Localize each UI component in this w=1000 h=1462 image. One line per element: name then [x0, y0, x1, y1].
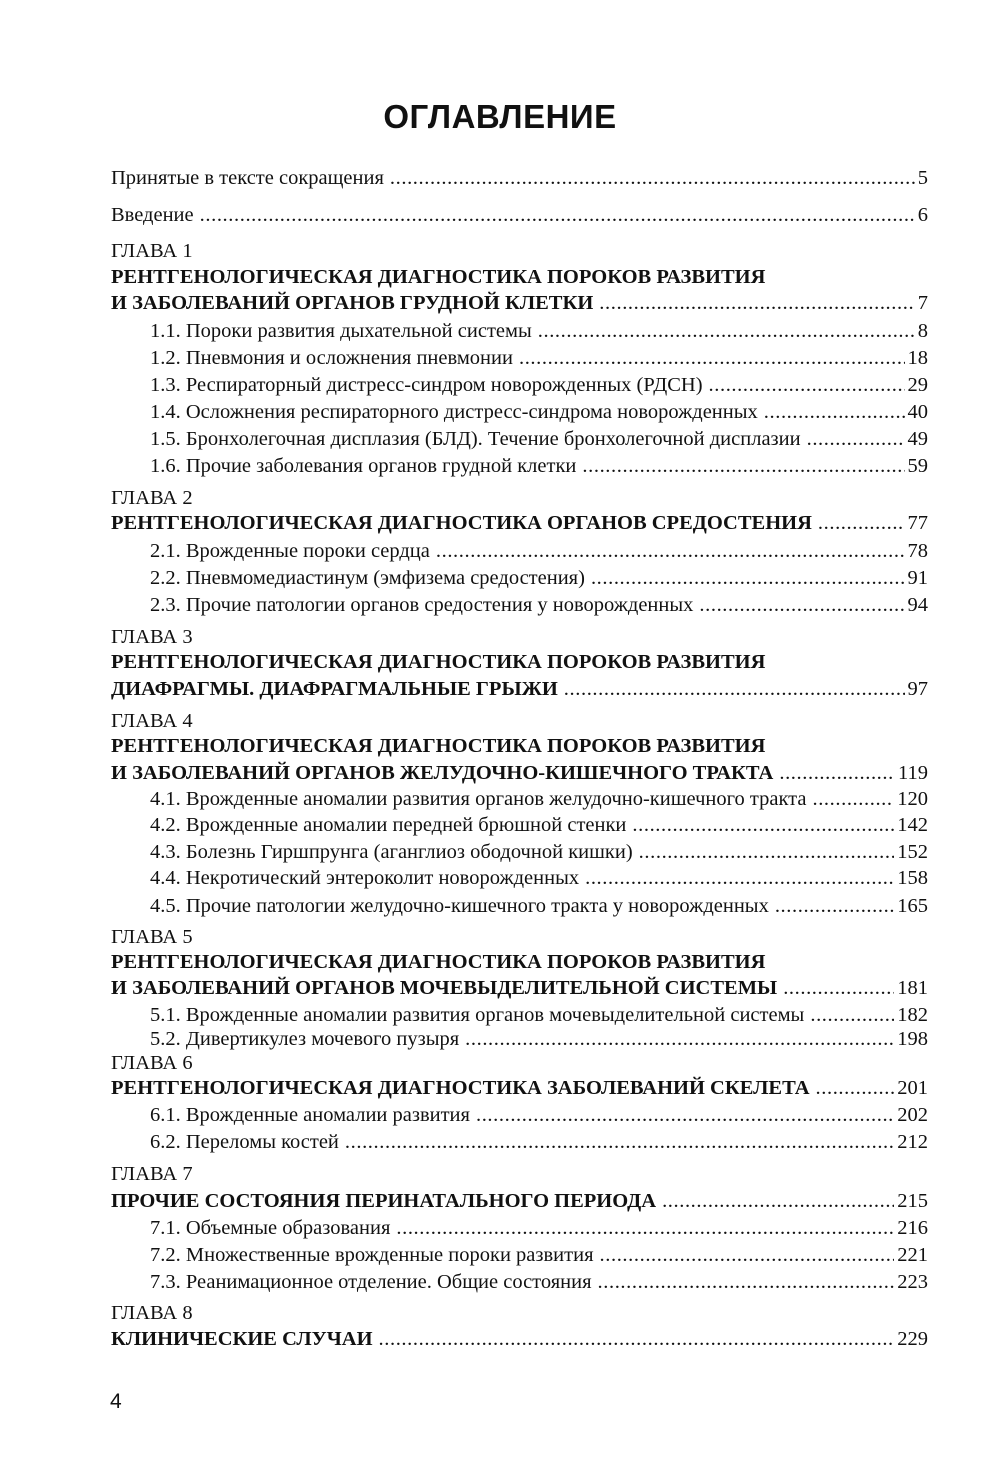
- dot-leader: [632, 812, 894, 838]
- chapter-label: ГЛАВА 6: [111, 1052, 193, 1074]
- toc-page-number: 40: [907, 401, 928, 423]
- dot-leader: [818, 510, 905, 536]
- toc-entry-text: 6.1. Врожденные аномалии развития: [150, 1104, 470, 1126]
- toc-entry-front[interactable]: [111, 202, 928, 228]
- dot-leader: [476, 1102, 894, 1128]
- chapter-label: ГЛАВА 1: [111, 240, 193, 262]
- section-entry[interactable]: [150, 1129, 928, 1155]
- toc-page-number: 229: [897, 1328, 928, 1350]
- section-entry[interactable]: [150, 372, 928, 398]
- section-entry[interactable]: [150, 565, 928, 591]
- dot-leader: [600, 1242, 895, 1268]
- toc-entry-text: Принятые в тексте сокращения: [111, 167, 384, 189]
- dot-leader: [775, 893, 894, 919]
- chapter-label: ГЛАВА 3: [111, 626, 193, 648]
- section-entry[interactable]: [150, 1026, 928, 1052]
- chapter-heading-entry[interactable]: [111, 760, 928, 786]
- toc-entry-text: Введение: [111, 204, 194, 226]
- chapter-heading-line: РЕНТГЕНОЛОГИЧЕСКАЯ ДИАГНОСТИКА ПОРОКОВ РАЗВИТИЯ: [111, 651, 766, 673]
- dot-leader: [709, 372, 905, 398]
- toc-entry-text: 2.3. Прочие патологии органов средостения у новорожденных: [150, 594, 694, 616]
- chapter-heading-entry[interactable]: [111, 1326, 928, 1352]
- section-entry[interactable]: [150, 345, 928, 371]
- toc-page-number: 201: [897, 1077, 928, 1099]
- dot-leader: [810, 1002, 894, 1028]
- dot-leader: [585, 865, 894, 891]
- dot-leader: [519, 345, 905, 371]
- section-entry[interactable]: [150, 1269, 928, 1295]
- toc-page-number: 94: [907, 594, 928, 616]
- dot-leader: [812, 786, 894, 812]
- toc-entry-text: 5.1. Врожденные аномалии развития органов мочевыделительной системы: [150, 1004, 805, 1026]
- section-entry[interactable]: [150, 1242, 928, 1268]
- toc-page-number: 215: [897, 1190, 928, 1212]
- toc-entry-text: ДИАФРАГМЫ. ДИАФРАГМАЛЬНЫЕ ГРЫЖИ: [111, 678, 558, 700]
- toc-entry-text: 7.3. Реанимационное отделение. Общие состояния: [150, 1271, 592, 1293]
- toc-page-number: 7: [917, 292, 928, 314]
- chapter-label: ГЛАВА 7: [111, 1163, 193, 1185]
- chapter-heading-entry[interactable]: [111, 676, 928, 702]
- toc-entry-text: 4.4. Некротический энтероколит новорожденных: [150, 867, 580, 889]
- dot-leader: [662, 1188, 894, 1214]
- page-number: 4: [110, 1390, 122, 1413]
- chapter-heading-line: РЕНТГЕНОЛОГИЧЕСКАЯ ДИАГНОСТИКА ПОРОКОВ РАЗВИТИЯ: [111, 266, 766, 288]
- toc-entry-text: 7.2. Множественные врожденные пороки развития: [150, 1244, 594, 1266]
- dot-leader: [396, 1215, 894, 1241]
- toc-entry-text: И ЗАБОЛЕВАНИЙ ОРГАНОВ ЖЕЛУДОЧНО-КИШЕЧНОГО ТРАКТА: [111, 762, 774, 784]
- dot-leader: [390, 165, 915, 191]
- toc-entry-text: 4.3. Болезнь Гиршпрунга (аганглиоз ободочной кишки): [150, 841, 633, 863]
- toc-entry-text: 7.1. Объемные образования: [150, 1217, 391, 1239]
- page-title: ОГЛАВЛЕНИЕ: [383, 98, 617, 135]
- chapter-label: ГЛАВА 8: [111, 1302, 193, 1324]
- dot-leader: [598, 1269, 895, 1295]
- toc-entry-text: 6.2. Переломы костей: [150, 1131, 339, 1153]
- toc-entry-text: 2.1. Врожденные пороки сердца: [150, 540, 430, 562]
- toc-page-number: 97: [907, 678, 928, 700]
- dot-leader: [564, 676, 905, 702]
- dot-leader: [591, 565, 905, 591]
- dot-leader: [699, 592, 904, 618]
- dot-leader: [379, 1326, 895, 1352]
- chapter-heading-line: РЕНТГЕНОЛОГИЧЕСКАЯ ДИАГНОСТИКА ПОРОКОВ РАЗВИТИЯ: [111, 951, 766, 973]
- toc-page-number: 142: [897, 814, 928, 836]
- dot-leader: [779, 760, 895, 786]
- toc-page-number: 18: [907, 347, 928, 369]
- toc-entry-front[interactable]: [111, 165, 928, 191]
- toc-page-number: 59: [907, 455, 928, 477]
- toc-entry-text: 1.4. Осложнения респираторного дистресс-синдрома новорожденных: [150, 401, 758, 423]
- section-entry[interactable]: [150, 399, 928, 425]
- section-entry[interactable]: [150, 1102, 928, 1128]
- toc-page-number: 91: [907, 567, 928, 589]
- toc-page-number: 165: [897, 895, 928, 917]
- toc-entry-text: 4.5. Прочие патологии желудочно-кишечного тракта у новорожденных: [150, 895, 769, 917]
- toc-entry-text: И ЗАБОЛЕВАНИЙ ОРГАНОВ МОЧЕВЫДЕЛИТЕЛЬНОЙ СИСТЕМЫ: [111, 977, 778, 999]
- chapter-label: ГЛАВА 5: [111, 926, 193, 948]
- toc-page-number: 202: [897, 1104, 928, 1126]
- chapter-heading-line: РЕНТГЕНОЛОГИЧЕСКАЯ ДИАГНОСТИКА ПОРОКОВ РАЗВИТИЯ: [111, 735, 766, 757]
- toc-entry-text: 4.2. Врожденные аномалии передней брюшной стенки: [150, 814, 627, 836]
- section-entry[interactable]: [150, 786, 928, 812]
- toc-page-number: 77: [907, 512, 928, 534]
- toc-page-number: 29: [907, 374, 928, 396]
- toc-page-number: 223: [897, 1271, 928, 1293]
- chapter-heading-entry[interactable]: [111, 1188, 928, 1214]
- toc-page-number: 198: [897, 1028, 928, 1050]
- chapter-label: ГЛАВА 4: [111, 710, 193, 732]
- section-entry[interactable]: [150, 865, 928, 891]
- toc-entry-text: ПРОЧИЕ СОСТОЯНИЯ ПЕРИНАТАЛЬНОГО ПЕРИОДА: [111, 1190, 657, 1212]
- toc-entry-text: 4.1. Врожденные аномалии развития органов желудочно-кишечного тракта: [150, 788, 807, 810]
- dot-leader: [436, 538, 905, 564]
- toc-page-number: 5: [917, 167, 928, 189]
- toc-page-number: 8: [917, 320, 928, 342]
- toc-page-number: 152: [897, 841, 928, 863]
- chapter-heading-entry[interactable]: [111, 1075, 928, 1101]
- section-entry[interactable]: [150, 426, 928, 452]
- toc-entry-text: РЕНТГЕНОЛОГИЧЕСКАЯ ДИАГНОСТИКА ОРГАНОВ СРЕДОСТЕНИЯ: [111, 512, 812, 534]
- section-entry[interactable]: [150, 592, 928, 618]
- chapter-heading-entry[interactable]: [111, 510, 928, 536]
- toc-page-number: 182: [897, 1004, 928, 1026]
- toc-entry-text: 2.2. Пневмомедиастинум (эмфизема средостения): [150, 567, 585, 589]
- section-entry[interactable]: [150, 812, 928, 838]
- section-entry[interactable]: [150, 893, 928, 919]
- dot-leader: [764, 399, 905, 425]
- dot-leader: [807, 426, 905, 452]
- toc-page-number: 49: [907, 428, 928, 450]
- toc-entry-text: 5.2. Дивертикулез мочевого пузыря: [150, 1028, 460, 1050]
- toc-page-number: 221: [897, 1244, 928, 1266]
- dot-leader: [783, 975, 894, 1001]
- dot-leader: [538, 318, 915, 344]
- toc-page-number: 216: [897, 1217, 928, 1239]
- chapter-heading-entry[interactable]: [111, 290, 928, 316]
- toc-entry-text: 1.2. Пневмония и осложнения пневмонии: [150, 347, 513, 369]
- toc-page-number: 212: [897, 1131, 928, 1153]
- section-entry[interactable]: [150, 538, 928, 564]
- toc-page-number: 181: [897, 977, 928, 999]
- dot-leader: [465, 1026, 894, 1052]
- section-entry[interactable]: [150, 839, 928, 865]
- dot-leader: [599, 290, 914, 316]
- section-entry[interactable]: [150, 453, 928, 479]
- dot-leader: [816, 1075, 895, 1101]
- toc-entry-text: 1.5. Бронхолегочная дисплазия (БЛД). Течение бронхолегочной дисплазии: [150, 428, 801, 450]
- toc-entry-text: 1.6. Прочие заболевания органов грудной клетки: [150, 455, 577, 477]
- toc-entry-text: РЕНТГЕНОЛОГИЧЕСКАЯ ДИАГНОСТИКА ЗАБОЛЕВАНИЙ СКЕЛЕТА: [111, 1077, 810, 1099]
- dot-leader: [345, 1129, 894, 1155]
- dot-leader: [639, 839, 895, 865]
- toc-entry-text: И ЗАБОЛЕВАНИЙ ОРГАНОВ ГРУДНОЙ КЛЕТКИ: [111, 292, 594, 314]
- toc-entry-text: 1.3. Респираторный дистресс-синдром новорожденных (РДСН): [150, 374, 703, 396]
- toc-entry-text: КЛИНИЧЕСКИЕ СЛУЧАИ: [111, 1328, 373, 1350]
- toc-entry-text: 1.1. Пороки развития дыхательной системы: [150, 320, 532, 342]
- section-entry[interactable]: [150, 1215, 928, 1241]
- section-entry[interactable]: [150, 1002, 928, 1028]
- toc-page-number: 119: [898, 762, 928, 784]
- toc-page-number: 120: [897, 788, 928, 810]
- dot-leader: [582, 453, 904, 479]
- toc-page-number: 6: [917, 204, 928, 226]
- dot-leader: [200, 202, 915, 228]
- chapter-label: ГЛАВА 2: [111, 487, 193, 509]
- chapter-heading-entry[interactable]: [111, 975, 928, 1001]
- toc-page-number: 78: [907, 540, 928, 562]
- section-entry[interactable]: [150, 318, 928, 344]
- toc-page-number: 158: [897, 867, 928, 889]
